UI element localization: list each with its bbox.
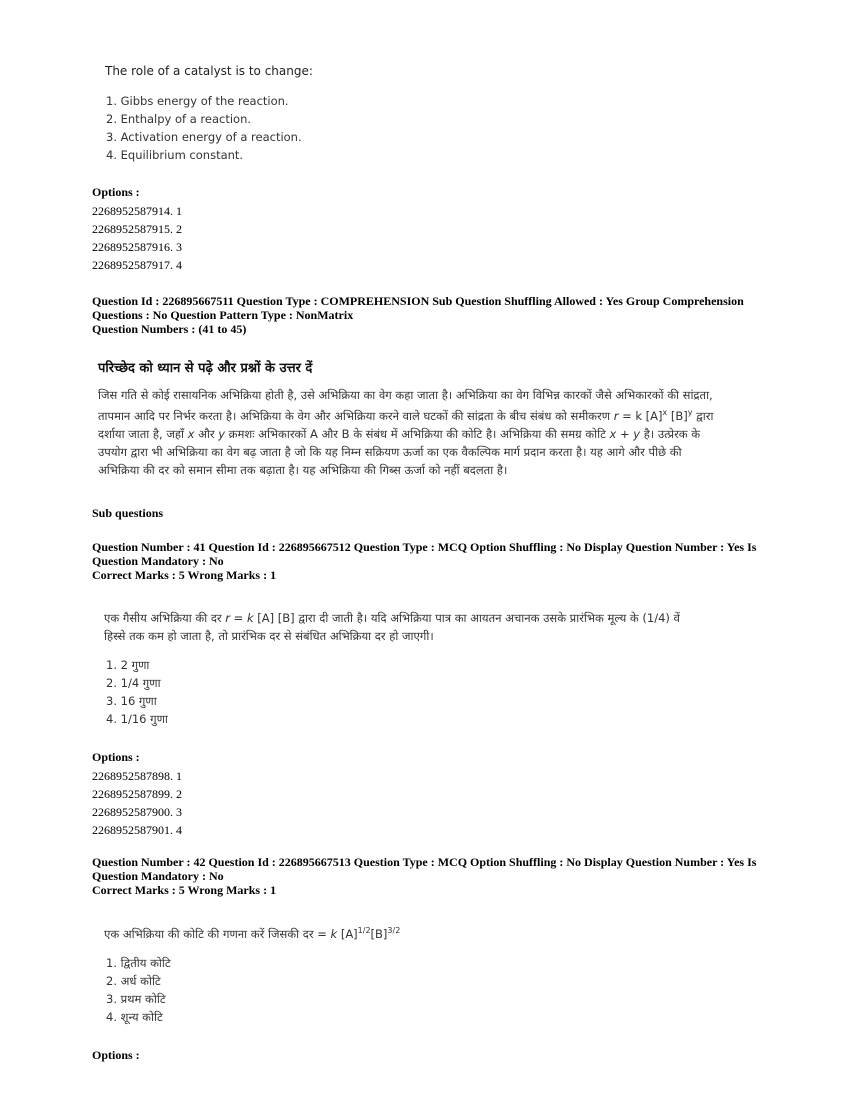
comprehension-header-line-3: Question Numbers : (41 to 45) [92,322,247,336]
question-41-text-line-2: हिस्से तक कम हो जाता है, तो प्रारंभिक दर से संबंधित अभिक्रिया दर हो जाएगी। [104,629,434,643]
question-40-text: The role of a catalyst is to change: [105,64,313,78]
choice-3: 3. 16 गुणा [106,694,157,708]
option-id-4: 2268952587917. 4 [92,258,182,272]
passage-line-4: उपयोग द्वारा भी अभिक्रिया का वेग बढ़ जाता है जो कि यह निम्न सक्रियण ऊर्जा का एक वैकल्पिक मार्ग प्रदान करता है। यह आगे और पीछे की [98,444,682,459]
passage-title: परिच्छेद को ध्यान से पढ़े और प्रश्नों के उत्तर दें [98,361,313,376]
question-41-text [104,609,784,645]
question-41-header-line-2: Question Mandatory : No [92,554,224,568]
question-42-header-line-2: Question Mandatory : No [92,869,224,883]
comprehension-header-line-2: Questions : No Question Pattern Type : NonMatrix [92,308,354,322]
choice-1: 1. 2 गुणा [106,658,150,672]
option-id-4: 2268952587901. 4 [92,823,182,837]
choice-4: 4. Equilibrium constant. [106,148,244,162]
choice-2: 2. अर्ध कोटि [106,974,161,988]
question-42-text: एक अभिक्रिया की कोटि की गणना करें जिसकी दर = k $[A]^{1/2}[B]^{3/2}$ [104,926,401,941]
question-41-header [92,540,756,582]
choice-2: 2. 1/4 गुणा [106,676,161,690]
question-41-choices [106,656,168,728]
options-label: Options : [92,185,140,199]
choice-3: 3. Activation energy of a reaction. [106,130,302,144]
passage-line-5: अभिक्रिया की दर को समान सीमा तक बढ़ाता है। यह अभिक्रिया की गिब्स ऊर्जा को नहीं बदलता है। [98,462,508,477]
sub-questions-label: Sub questions [92,506,164,520]
question-42-header [92,855,756,897]
question-42-header-line-3: Correct Marks : 5 Wrong Marks : 1 [92,883,277,897]
choice-2: 2. Enthalpy of a reaction. [106,112,252,126]
passage-line-3: दर्शाया जाता है, जहाँ x और y क्रमशः अभिकारकों A और B के संबंध में अभिक्रिया की कोटि है। अभिक्रिया की समग्र कोटि x + y है। उत्प्रेरक के [98,426,701,441]
passage-line-1: जिस गति से कोई रासायनिक अभिक्रिया होती है, उसे अभिक्रिया का वेग कहा जाता है। अभिक्रिया का वेग विभिन्न कारकों जैसे अभिकारकों की सांद्रता, [98,388,713,402]
choice-1: 1. द्वितीय कोटि [106,956,171,970]
option-id-1: 2268952587898. 1 [92,769,182,783]
choice-4: 4. 1/16 गुणा [106,712,168,726]
option-id-2: 2268952587899. 2 [92,787,182,801]
comprehension-header-line-1: Question Id : 226895667511 Question Type : COMPREHENSION Sub Question Shuffling Allowed : Yes Group Comprehension [92,294,744,308]
comprehension-header [92,294,744,336]
question-41-header-line-3: Correct Marks : 5 Wrong Marks : 1 [92,568,277,582]
passage-line-2: तापमान आदि पर निर्भर करता है। अभिक्रिया के वेग और अभिक्रिया करने वाले घटकों की सांद्रता के बीच संबंध को समीकरण r = k $[A]^x$ $[B]^y$ द्वारा [98,408,714,423]
choice-1: 1. Gibbs energy of the reaction. [106,94,289,108]
question-40-options [92,185,182,274]
question-42-header-line-1: Question Number : 42 Question Id : 226895667513 Question Type : MCQ Option Shuffling : No Display Question Number : Yes Is [92,855,757,869]
question-42-choices [106,954,171,1026]
option-id-2: 2268952587915. 2 [92,222,182,236]
choice-4: 4. शून्य कोटि [106,1010,163,1024]
options-label: Options : [92,1048,140,1062]
passage [98,386,778,479]
option-id-1: 2268952587914. 1 [92,204,182,218]
question-40-choices [106,92,302,164]
question-41-header-line-1: Question Number : 41 Question Id : 226895667512 Question Type : MCQ Option Shuffling : No Display Question Number : Yes Is [92,540,757,554]
options-label: Options : [92,750,140,764]
choice-3: 3. प्रथम कोटि [106,992,166,1006]
question-41-options [92,750,182,839]
question-41-text-line-1: एक गैसीय अभिक्रिया की दर r = k [A] [B] द्वारा दी जाती है। यदि अभिक्रिया पात्र का आयतन अचानक उसके प्रारंभिक मूल्य के (1/4) वें [104,611,680,625]
option-id-3: 2268952587916. 3 [92,240,182,254]
option-id-3: 2268952587900. 3 [92,805,182,819]
